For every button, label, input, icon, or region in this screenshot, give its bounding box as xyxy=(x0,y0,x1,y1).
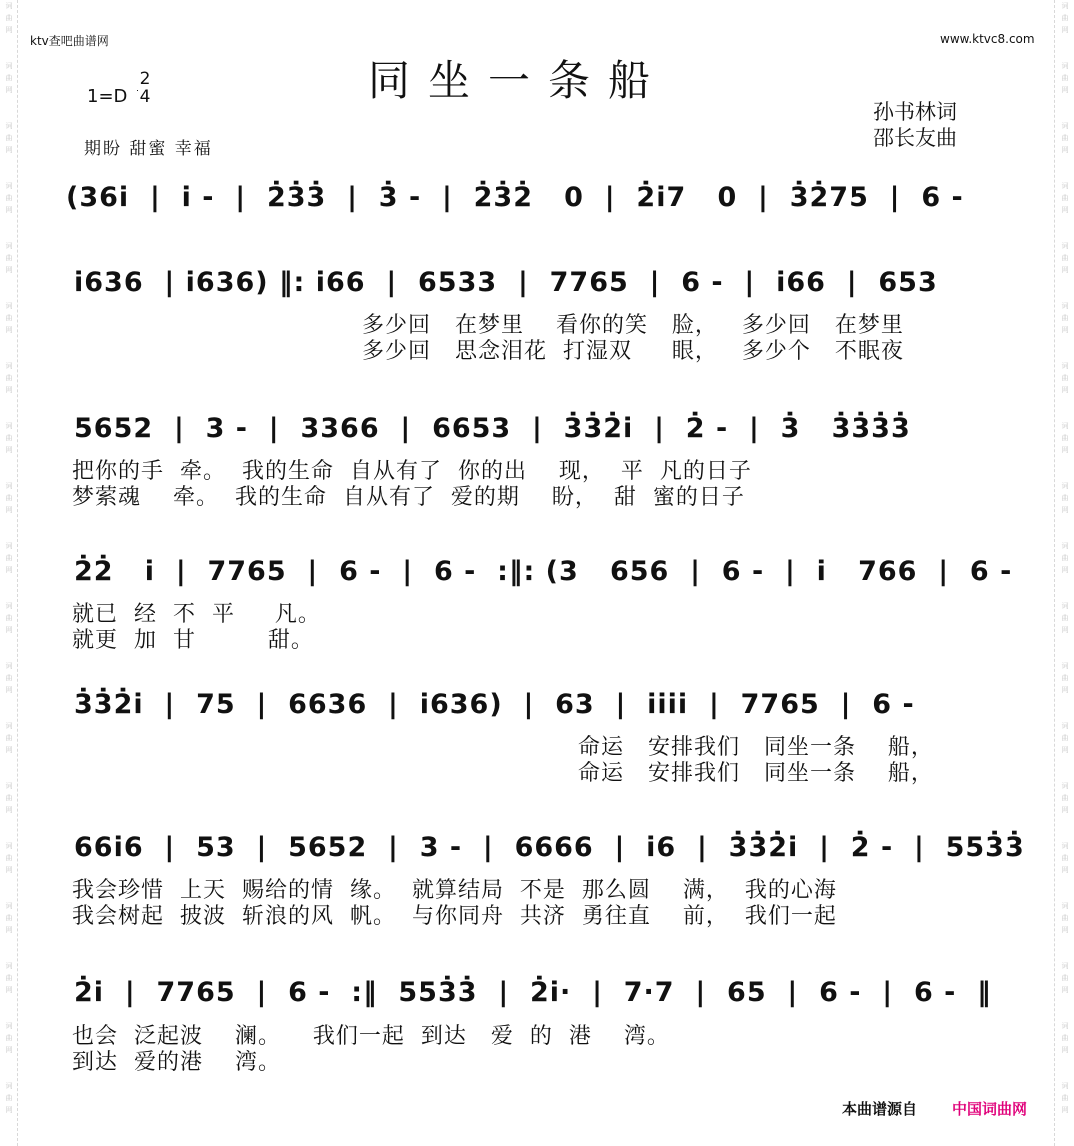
watermark-char: 网 xyxy=(1061,626,1069,634)
watermark-char: 曲 xyxy=(1061,314,1069,322)
watermark-char: 词 xyxy=(5,962,13,970)
watermark-char: 曲 xyxy=(5,614,13,622)
watermark-gap xyxy=(2,936,16,960)
watermark-char: 曲 xyxy=(5,254,13,262)
watermark-gap xyxy=(2,576,16,600)
watermark-gap xyxy=(2,276,16,300)
watermark-char: 网 xyxy=(1061,386,1069,394)
watermark-gap xyxy=(1058,276,1072,300)
watermark-char: 网 xyxy=(1061,746,1069,754)
watermark-char: 网 xyxy=(5,926,13,934)
watermark-char: 词 xyxy=(1061,2,1069,10)
lyrics-row-6-verse-1: 我会珍惜 上天 赐给的情 缘。 就算结局 不是 那么圆 满， 我的心海 xyxy=(72,878,837,903)
watermark-char: 词 xyxy=(5,302,13,310)
notes-row-5: 3̇3̇2̇i | 75 | 6636 | i636) | 63 | iiii | 7765 | 6 - xyxy=(74,689,915,720)
watermark-gap xyxy=(1058,1056,1072,1080)
watermark-char: 词 xyxy=(5,782,13,790)
watermark-char: 曲 xyxy=(5,374,13,382)
watermark-char: 曲 xyxy=(1061,734,1069,742)
watermark-char: 网 xyxy=(1061,206,1069,214)
watermark-char: 词 xyxy=(1061,782,1069,790)
watermark-char: 词 xyxy=(5,1082,13,1090)
watermark-gap xyxy=(1058,396,1072,420)
watermark-char: 词 xyxy=(5,842,13,850)
watermark-char: 曲 xyxy=(5,314,13,322)
watermark-char: 词 xyxy=(1061,662,1069,670)
watermark-gap xyxy=(1058,456,1072,480)
watermark-char: 曲 xyxy=(1061,554,1069,562)
watermark-char: 网 xyxy=(1061,26,1069,34)
watermark-char: 网 xyxy=(5,1106,13,1114)
watermark-gap xyxy=(1058,696,1072,720)
notes-row-3: 5652 | 3 - | 3366 | 6653 | 3̇3̇2̇i | 2̇ - | 3̇ 3̇3̇3̇3̇ xyxy=(74,413,911,444)
watermark-char: 网 xyxy=(5,866,13,874)
lyrics-row-7-verse-1: 也会 泛起波 澜。 我们一起 到达 爱 的 港 湾。 xyxy=(72,1024,670,1049)
watermark-gap xyxy=(2,516,16,540)
watermark-gap xyxy=(1058,756,1072,780)
watermark-char: 曲 xyxy=(5,734,13,742)
watermark-char: 词 xyxy=(5,722,13,730)
watermark-char: 词 xyxy=(1061,422,1069,430)
watermark-char: 曲 xyxy=(1061,854,1069,862)
watermark-char: 曲 xyxy=(5,134,13,142)
watermark-gap xyxy=(2,636,16,660)
watermark-char: 曲 xyxy=(1061,914,1069,922)
watermark-char: 网 xyxy=(5,566,13,574)
watermark-char: 网 xyxy=(1061,806,1069,814)
watermark-gap xyxy=(2,756,16,780)
watermark-char: 曲 xyxy=(1061,14,1069,22)
watermark-char: 曲 xyxy=(1061,374,1069,382)
notes-row-6: 66i6 | 53 | 5652 | 3 - | 6666 | i6 | 3̇3̇2̇i | 2̇ - | 553̇3̇ xyxy=(74,832,1025,863)
lyrics-row-7-verse-2: 到达 爱的港 湾。 xyxy=(72,1050,281,1075)
watermark-char: 曲 xyxy=(1061,974,1069,982)
watermark-char: 曲 xyxy=(1061,74,1069,82)
source-site-label: 中国词曲网 xyxy=(952,1100,1028,1118)
watermark-char: 网 xyxy=(1061,986,1069,994)
watermark-char: 词 xyxy=(1061,302,1069,310)
watermark-char: 曲 xyxy=(5,14,13,22)
watermark-char: 曲 xyxy=(5,74,13,82)
watermark-char: 网 xyxy=(5,1046,13,1054)
watermark-char: 网 xyxy=(5,806,13,814)
notes-row-7: 2̇i | 7765 | 6 - :‖ 553̇3̇ | 2̇i· | 7·7 | 65 | 6 - | 6 - ‖ xyxy=(74,977,992,1008)
watermark-char: 网 xyxy=(1061,146,1069,154)
watermark-char: 网 xyxy=(1061,926,1069,934)
watermark-char: 网 xyxy=(5,326,13,334)
watermark-char: 曲 xyxy=(1061,134,1069,142)
watermark-char: 网 xyxy=(5,686,13,694)
watermark-char: 词 xyxy=(5,542,13,550)
watermark-char: 网 xyxy=(1061,566,1069,574)
watermark-char: 词 xyxy=(5,602,13,610)
notes-row-2: i636 | i636) ‖: i66 | 6533 | 7765 | 6 - | i66 | 653 xyxy=(74,267,938,298)
key-signature: 1=D xyxy=(87,86,128,107)
watermark-gap xyxy=(1058,516,1072,540)
time-sig-top: 2 xyxy=(139,69,151,89)
watermark-char: 网 xyxy=(5,26,13,34)
watermark-char: 曲 xyxy=(5,494,13,502)
watermark-gap xyxy=(2,96,16,120)
watermark-char: 词 xyxy=(5,662,13,670)
watermark-char: 曲 xyxy=(1061,494,1069,502)
time-sig-bottom: 4 xyxy=(139,87,151,107)
site-left-label: ktv查吧曲谱网 xyxy=(30,34,109,48)
watermark-gap xyxy=(2,996,16,1020)
watermark-char: 曲 xyxy=(5,1034,13,1042)
watermark-char: 词 xyxy=(5,362,13,370)
watermark-char: 网 xyxy=(5,266,13,274)
watermark-char: 曲 xyxy=(5,1094,13,1102)
watermark-char: 曲 xyxy=(5,194,13,202)
watermark-char: 词 xyxy=(1061,62,1069,70)
watermark-char: 网 xyxy=(1061,1106,1069,1114)
watermark-gap xyxy=(2,456,16,480)
watermark-char: 词 xyxy=(1061,722,1069,730)
lyrics-row-3-verse-2: 梦萦魂 牵。 我的生命 自从有了 爱的期 盼， 甜 蜜的日子 xyxy=(72,485,745,510)
watermark-gap xyxy=(1058,96,1072,120)
mood-marking: 期盼 甜蜜 幸福 xyxy=(84,139,213,159)
watermark-char: 词 xyxy=(5,122,13,130)
watermark-gap xyxy=(2,336,16,360)
watermark-char: 曲 xyxy=(1061,674,1069,682)
watermark-char: 网 xyxy=(5,446,13,454)
watermark-gap xyxy=(2,1116,16,1140)
watermark-char: 词 xyxy=(5,2,13,10)
song-title: 同坐一条船 xyxy=(368,56,669,105)
watermark-char: 词 xyxy=(1061,242,1069,250)
watermark-gap xyxy=(2,816,16,840)
lyrics-row-2-verse-1: 多少回 在梦里 看你的笑 脸， 多少回 在梦里 xyxy=(362,313,904,338)
watermark-char: 词 xyxy=(5,902,13,910)
watermark-left xyxy=(2,0,16,1146)
watermark-gap xyxy=(2,696,16,720)
watermark-char: 网 xyxy=(5,986,13,994)
watermark-char: 词 xyxy=(1061,122,1069,130)
watermark-char: 词 xyxy=(1061,1022,1069,1030)
watermark-char: 网 xyxy=(1061,866,1069,874)
watermark-char: 词 xyxy=(1061,362,1069,370)
watermark-char: 曲 xyxy=(5,974,13,982)
watermark-char: 曲 xyxy=(1061,614,1069,622)
notes-row-1: (36i | i - | 2̇3̇3̇ | 3̇ - | 2̇3̇2̇ 0 | 2̇i7 0 | 3̇2̇75 | 6 - xyxy=(66,182,964,213)
watermark-char: 词 xyxy=(5,62,13,70)
watermark-char: 曲 xyxy=(5,854,13,862)
watermark-char: 网 xyxy=(1061,506,1069,514)
watermark-char: 网 xyxy=(5,206,13,214)
lyrics-row-4-verse-2: 就更 加 甘 甜。 xyxy=(72,628,314,653)
site-right-label: www.ktvc8.com xyxy=(940,32,1035,46)
watermark-char: 曲 xyxy=(1061,194,1069,202)
watermark-char: 词 xyxy=(1061,962,1069,970)
watermark-gap xyxy=(1058,876,1072,900)
lyrics-row-2-verse-2: 多少回 思念泪花 打湿双 眼， 多少个 不眠夜 xyxy=(362,339,904,364)
watermark-gap xyxy=(2,36,16,60)
watermark-char: 网 xyxy=(1061,1046,1069,1054)
watermark-gap xyxy=(2,876,16,900)
lyrics-row-6-verse-2: 我会树起 披波 斩浪的风 帆。 与你同舟 共济 勇往直 前， 我们一起 xyxy=(72,904,837,929)
watermark-gap xyxy=(1058,36,1072,60)
time-signature xyxy=(137,70,153,106)
watermark-char: 网 xyxy=(5,386,13,394)
watermark-char: 词 xyxy=(5,242,13,250)
watermark-char: 词 xyxy=(5,182,13,190)
watermark-char: 曲 xyxy=(5,914,13,922)
composer-credit: 邵长友曲 xyxy=(873,126,957,150)
watermark-gap xyxy=(1058,576,1072,600)
watermark-char: 网 xyxy=(1061,326,1069,334)
watermark-gap xyxy=(1058,156,1072,180)
watermark-gap xyxy=(1058,336,1072,360)
watermark-gap xyxy=(1058,1116,1072,1140)
watermark-char: 词 xyxy=(1061,602,1069,610)
watermark-gap xyxy=(1058,216,1072,240)
watermark-char: 网 xyxy=(5,146,13,154)
watermark-char: 曲 xyxy=(1061,254,1069,262)
watermark-gap xyxy=(1058,816,1072,840)
watermark-char: 词 xyxy=(1061,902,1069,910)
watermark-char: 曲 xyxy=(5,674,13,682)
lyrics-row-3-verse-1: 把你的手 牵。 我的生命 自从有了 你的出 现， 平 凡的日子 xyxy=(72,459,752,484)
watermark-char: 词 xyxy=(5,422,13,430)
margin-guide-left xyxy=(17,0,18,1146)
lyricist-credit: 孙书林词 xyxy=(873,100,957,124)
watermark-char: 曲 xyxy=(5,434,13,442)
watermark-char: 词 xyxy=(1061,482,1069,490)
watermark-char: 曲 xyxy=(1061,794,1069,802)
watermark-char: 网 xyxy=(5,746,13,754)
watermark-gap xyxy=(1058,636,1072,660)
margin-guide-right xyxy=(1054,0,1055,1146)
watermark-char: 词 xyxy=(5,482,13,490)
source-label: 本曲谱源自 xyxy=(842,1100,918,1118)
lyrics-row-5-verse-1: 命运 安排我们 同坐一条 船， xyxy=(578,735,934,760)
lyrics-row-4-verse-1: 就已 经 不 平 凡。 xyxy=(72,602,321,627)
watermark-gap xyxy=(1058,996,1072,1020)
notes-row-4: 2̇2̇ i | 7765 | 6 - | 6 - :‖: (3 656 | 6 - | i 766 | 6 - xyxy=(74,556,1013,587)
watermark-char: 词 xyxy=(5,1022,13,1030)
watermark-char: 曲 xyxy=(1061,1094,1069,1102)
watermark-gap xyxy=(2,1056,16,1080)
watermark-char: 词 xyxy=(1061,842,1069,850)
watermark-right xyxy=(1058,0,1072,1146)
watermark-gap xyxy=(2,396,16,420)
watermark-char: 网 xyxy=(1061,686,1069,694)
watermark-char: 网 xyxy=(1061,446,1069,454)
watermark-gap xyxy=(1058,936,1072,960)
watermark-char: 词 xyxy=(1061,1082,1069,1090)
watermark-char: 词 xyxy=(1061,182,1069,190)
watermark-char: 网 xyxy=(5,506,13,514)
watermark-gap xyxy=(2,156,16,180)
watermark-char: 曲 xyxy=(5,554,13,562)
watermark-char: 网 xyxy=(5,626,13,634)
watermark-char: 网 xyxy=(5,86,13,94)
watermark-char: 网 xyxy=(1061,266,1069,274)
watermark-char: 曲 xyxy=(5,794,13,802)
watermark-char: 网 xyxy=(1061,86,1069,94)
watermark-char: 词 xyxy=(1061,542,1069,550)
watermark-gap xyxy=(2,216,16,240)
watermark-char: 曲 xyxy=(1061,434,1069,442)
lyrics-row-5-verse-2: 命运 安排我们 同坐一条 船， xyxy=(578,761,934,786)
watermark-char: 曲 xyxy=(1061,1034,1069,1042)
